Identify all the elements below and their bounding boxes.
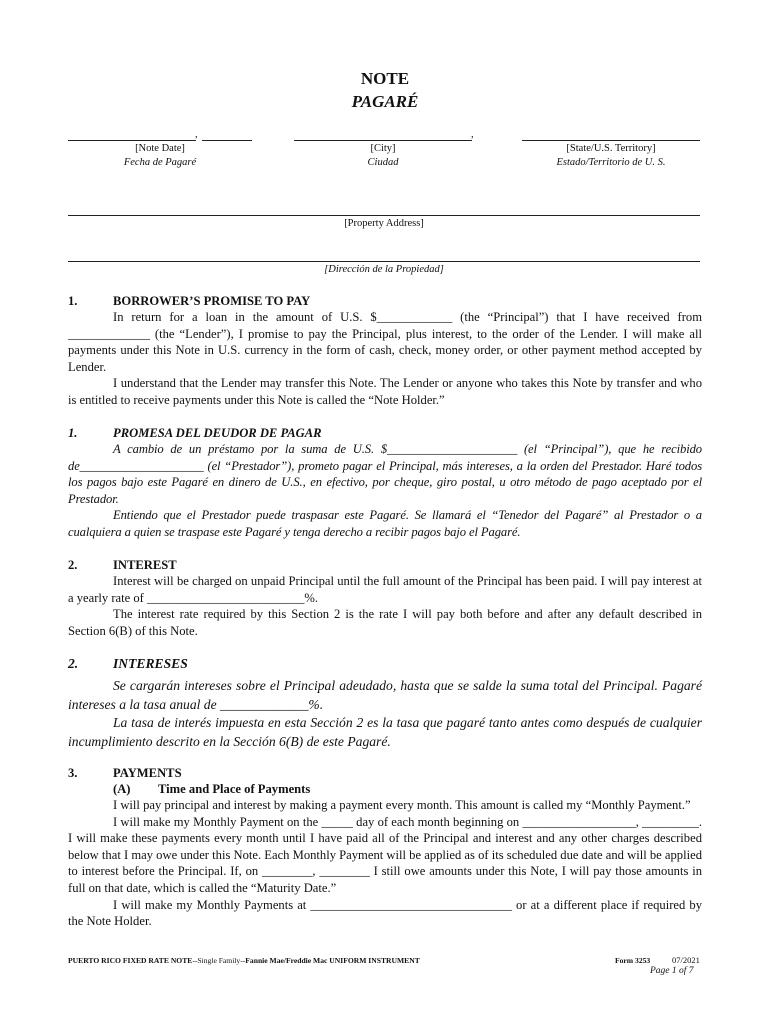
note-date-label: [Note Date] (135, 143, 185, 154)
section-2-paragraph-1: Interest will be charged on unpaid Principal until the full amount of the Principal has been paid. I will pay interest at a yearly rate of _________________________%. (68, 574, 702, 605)
note-date-label-es: Fecha de Pagaré (123, 157, 197, 168)
footer-uniform: Fannie Mae/Freddie Mac UNIFORM INSTRUMENT (245, 956, 420, 965)
section-2-es-paragraph-1: Se cargarán intereses sobre el Principal adeudado, hasta que se salde la suma total del Principal. Pagaré intereses a la tasa anual de _____________%. (68, 678, 702, 712)
state-label-es: Estado/Territorio de U. S. (556, 157, 666, 168)
footer-form-number: Form 3253 (615, 956, 651, 965)
section-1-es-paragraph-2: Entiendo que el Prestador puede traspasar este Pagaré. Se llamará el “Tenedor del Pagaré” al Prestador o a cualquiera a quien se traspase este Pagaré y tenga derecho a recibir pagos bajo el Pagaré. (68, 508, 702, 539)
footer-form-date: 07/2021 (672, 955, 700, 965)
section-2-es-paragraph-2: La tasa de interés impuesta en esta Sección 2 es la tasa que pagaré tanto antes como después de cualquier incumplimiento descrito en la Sección 6(B) de este Pagaré. (68, 715, 702, 749)
state-label: [State/U.S. Territory] (566, 143, 656, 154)
city-label: [City] (370, 143, 396, 154)
footer-page-number: Page 1 of 7 (650, 966, 694, 976)
city-line[interactable] (294, 140, 472, 141)
section-1-es-number: 1. (68, 426, 78, 440)
property-address-label-es: [Dirección de la Propiedad] (324, 264, 444, 275)
section-2-paragraph-2: The interest rate required by this Section 2 is the rate I will pay both before and after any default described in Section 6(B) of this Note. (68, 607, 702, 638)
footer-instrument (68, 956, 420, 966)
property-address-es-line[interactable] (68, 261, 700, 262)
section-3-paragraph-3: I will make my Monthly Payments at ________________________________ or at a different place if required by the Note Holder. (68, 897, 702, 929)
note-year-line[interactable] (202, 140, 252, 141)
section-1-es-body (68, 441, 702, 541)
section-1-es-title: PROMESA DEL DEUDOR DE PAGAR (113, 426, 322, 440)
footer-title: PUERTO RICO FIXED RATE NOTE (68, 956, 193, 965)
section-2-es-body (68, 677, 702, 751)
section-2-es-number: 2. (68, 656, 79, 671)
section-3a-title: Time and Place of Payments (158, 782, 311, 796)
state-line[interactable] (522, 140, 700, 141)
section-1-paragraph-1: In return for a loan in the amount of U.S. $____________ (the “Principal”) that I have received from _____________ (the “Lender”), I promise to pay the Principal, plus interest, to the order of the Lender. I will make all payments under this Note in U.S. currency in the form of cash, check, money order, or other payment method accepted by Lender. (68, 310, 702, 374)
city-label-es: Ciudad (367, 157, 399, 168)
section-3-paragraph-2: I will make my Monthly Payment on the _____ day of each month beginning on __________________, _________. I will make these payments every month until I have paid all of the Principal and interest and any other charges described below that I may owe under this Note. Each Monthly Payment will be applied as of its scheduled due date and will be applied to interest before the Principal. If, on ________, ________ I still owe amounts under this Note, I will pay those amounts in full on that date, which is called the “Maturity Date.” (68, 814, 702, 895)
section-1-number: 1. (68, 294, 78, 308)
section-3-body (68, 797, 702, 930)
section-1-paragraph-2: I understand that the Lender may transfer this Note. The Lender or anyone who takes this Note by transfer and who is entitled to receive payments under this Note is called the “Note Holder.” (68, 376, 702, 407)
section-1-es-paragraph-1: A cambio de un préstamo por la suma de U.S. $_____________________ (el “Principal”), que he recibido de____________________ (el “Prestador”), prometo pagar el Principal, más intereses, a la orden del Prestador. Haré todos los pagos bajo este Pagaré en dinero de U.S., en efectivo, por cheque, giro postal, u otro método de pago aceptado por el Prestador. (68, 442, 702, 506)
section-3-number: 3. (68, 766, 78, 780)
section-2-es-title: INTERESES (113, 656, 188, 671)
section-3-paragraph-1: I will pay principal and interest by making a payment every month. This amount is called my “Monthly Payment.” (113, 798, 691, 812)
property-address-line[interactable] (68, 215, 700, 216)
section-2-body (68, 573, 702, 639)
section-1-title: BORROWER’S PROMISE TO PAY (113, 294, 311, 308)
section-2-title: INTEREST (113, 558, 177, 572)
footer-family: --Single Family-- (192, 956, 246, 965)
note-date-line[interactable] (68, 140, 196, 141)
section-2-number: 2. (68, 558, 78, 572)
section-3a-number: (A) (113, 782, 131, 796)
document-subtitle: PAGARÉ (351, 92, 419, 111)
document-title: NOTE (360, 69, 410, 88)
property-address-label: [Property Address] (344, 218, 424, 229)
section-3-title: PAYMENTS (113, 766, 182, 780)
section-1-body (68, 309, 702, 409)
